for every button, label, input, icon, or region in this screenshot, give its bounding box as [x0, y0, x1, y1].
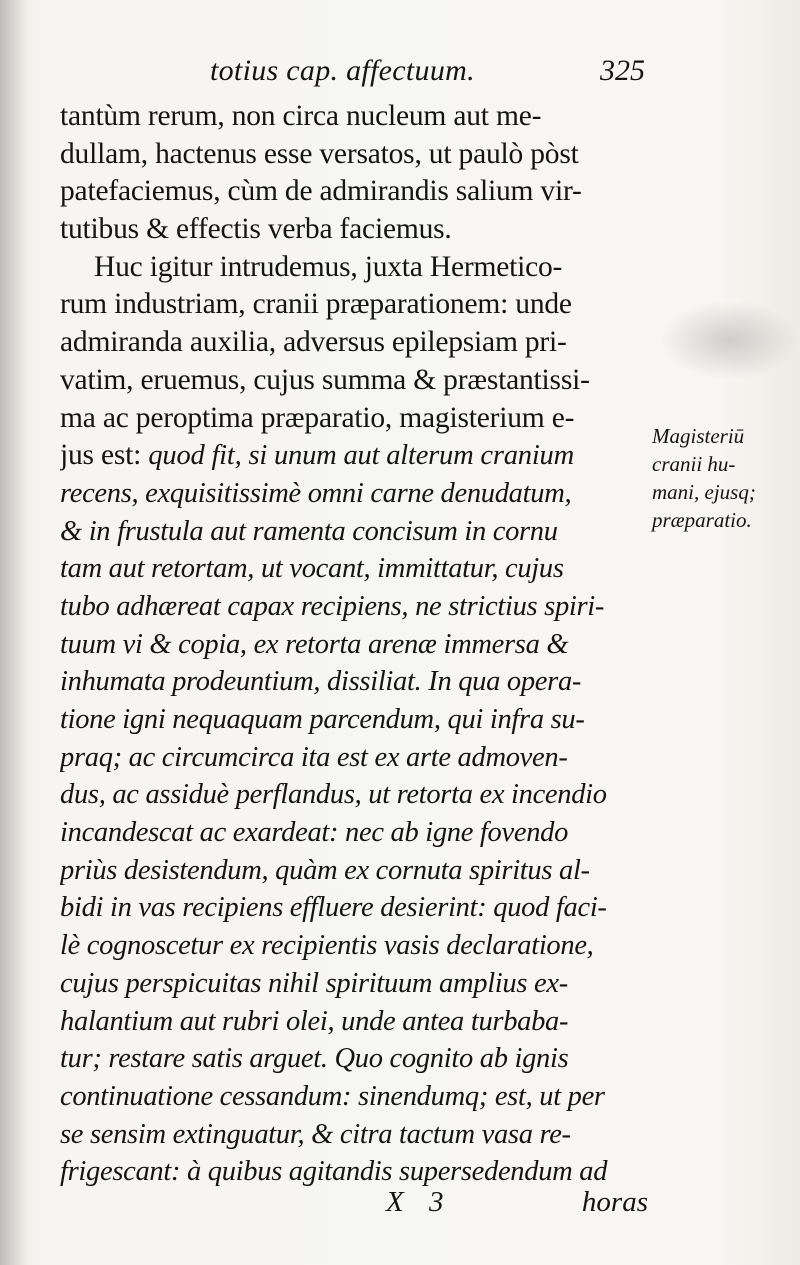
text-line: tur; restare satis arguet. Quo cognito ab ignis [60, 1043, 569, 1075]
text-line: patefaciemus, cùm de admirandis salium vir- [60, 175, 582, 208]
text-line: Huc igitur intrudemus, juxta Hermetico- [94, 250, 563, 283]
text-line: praq; ac circumcirca ita est ex arte admoven- [60, 741, 568, 773]
text-line: dus, ac assiduè perflandus, ut retorta ex incendio [60, 779, 607, 811]
text-line: tantùm rerum, non circa nucleum aut me- [60, 100, 542, 132]
text-line: frigescant: à quibus agitandis supersedendum ad [60, 1156, 608, 1188]
text-line: vatim, eruemus, cujus summa & præstantissi- [60, 363, 590, 396]
text-line: rum industriam, cranii præparationem: unde [60, 288, 572, 321]
marginal-note-line: præparatio. [652, 508, 752, 532]
marginal-note-line: mani, ejusq; [652, 480, 756, 504]
page-number: 325 [600, 54, 645, 87]
text-line: lè cognoscetur ex recipientis vasis declaratione, [60, 930, 594, 962]
text-line: priùs desistendum, quàm ex cornuta spiritus al- [60, 854, 590, 886]
catchword: horas [581, 1186, 648, 1218]
text-line: tam aut retortam, ut vocant, immittatur, cujus [60, 553, 564, 585]
text-line: se sensim extinguatur, & citra tactum vasa re- [60, 1118, 571, 1150]
main-text-block [60, 98, 650, 1191]
text-line: bidi in vas recipiens effluere desierint: quod faci- [60, 892, 607, 924]
page-header [60, 50, 645, 92]
text-line: tutibus & effectis verba faciemus. [60, 213, 452, 246]
text-line: ma ac peroptima præparatio, magisterium e- [60, 401, 575, 434]
text-line [60, 437, 650, 475]
page-footer [60, 1186, 650, 1226]
text-line: incandescat ac exardeat: nec ab igne fovendo [60, 817, 569, 849]
text-line: cujus perspicuitas nihil spirituum amplius ex- [60, 967, 568, 999]
ink-smudge [660, 300, 800, 380]
text-line: admiranda auxilia, adversus epilepsiam pri- [60, 326, 567, 359]
marginal-note-line: cranii hu- [652, 452, 736, 476]
running-head: totius cap. affectuum. [210, 54, 475, 87]
text-line: continuatione cessandum: sinendumq; est, ut per [60, 1080, 605, 1112]
marginal-note [652, 422, 792, 534]
text-line-roman-part: jus est: [60, 439, 149, 472]
text-line: tubo adhæreat capax recipiens, ne strictius spiri- [60, 590, 605, 622]
signature-mark: X 3 [386, 1186, 444, 1218]
text-line: dullam, hactenus esse versatos, ut paulò pòst [60, 137, 579, 170]
text-line-italic-part: quod fit, si unum aut alterum cranium [148, 440, 574, 472]
text-line: & in frustula aut ramenta concisum in cornu [60, 515, 558, 547]
text-line: halantium aut rubri olei, unde antea turbaba- [60, 1005, 569, 1037]
marginal-note-line: Magisteriū [652, 424, 745, 448]
text-line: tuum vi & copia, ex retorta arenæ immersa & [60, 628, 569, 660]
text-line: recens, exquisitissimè omni carne denudatum, [60, 477, 572, 509]
text-line: tione igni nequaquam parcendum, qui infra su- [60, 704, 585, 735]
text-line: inhumata prodeuntium, dissiliat. In qua opera- [60, 666, 582, 698]
gutter-shadow [0, 0, 28, 1265]
